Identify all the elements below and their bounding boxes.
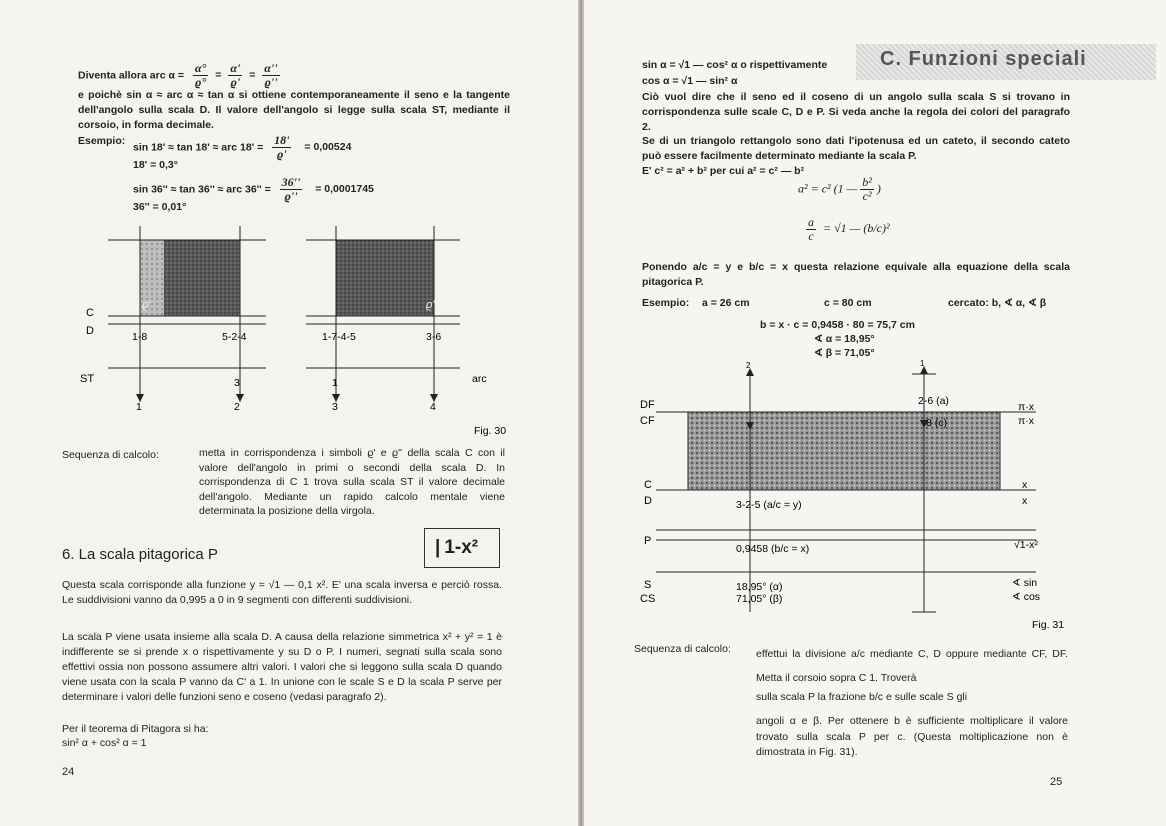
scale-cf: CF: [640, 415, 655, 427]
sequence-text: metta in corrispondenza i simboli ϱ' e ϱ'' della scala C con il valore dell'angolo in primi o secondi della scala D. In corrispondenza di C 1 trova sulla scala ST il valore decimale dell'angolo. Mediante un rapido calcolo mentale viene determinata la posizione della virgola.: [199, 447, 505, 517]
arc-label: arc: [472, 373, 487, 385]
mark-3-left: 3: [234, 377, 240, 389]
figure-30: [70, 222, 510, 438]
mark-3-6: 3-6: [426, 331, 442, 343]
page-number-left: 24: [62, 766, 75, 778]
example1-line: sin 18' ≈ tan 18' ≈ arc 18' = $\frac{18'}{ϱ'}$ = 0,00524: [133, 133, 352, 161]
right-pix-1: π·x: [1018, 401, 1034, 413]
scale-d-label: D: [86, 325, 94, 337]
scale-p: P: [644, 535, 652, 547]
mark-5-2-4: 5-2-4: [222, 331, 247, 343]
formula-text: | 1-x²: [435, 537, 479, 558]
scale-c: C: [644, 479, 652, 491]
scale-c-label: C: [86, 307, 94, 319]
scale-cs: CS: [640, 593, 656, 605]
label-26a: 2-6 (a): [918, 395, 949, 407]
slider-body-right: [336, 240, 434, 316]
sequence-label: Sequenza di calcolo:: [62, 449, 159, 461]
label-7105: 71,05° (β): [736, 593, 783, 605]
example2-line: sin 36'' ≈ tan 36'' ≈ arc 36'' = $\frac{36''}{ϱ''}$ = 0,0001745: [133, 175, 374, 203]
label-1895: 18,95° (α): [736, 581, 783, 593]
scale-d: D: [644, 495, 652, 507]
right-paragraph-1: Ciò vuol dire che il seno ed il coseno di un angolo sulla scala S si trovano in corrispondenza sulle scale C, D e P. Si veda anche la regola dei colori del paragrafo 2.: [642, 91, 1070, 133]
figure-31: [640, 359, 1096, 632]
right-sequence-label: Sequenza di calcolo:: [634, 643, 731, 655]
page-number-right: 25: [1050, 776, 1063, 788]
example-a: a = 26 cm: [702, 297, 750, 309]
header-title: C. Funzioni speciali: [880, 48, 1087, 70]
example2-line2: 36'' = 0,01°: [133, 201, 187, 213]
right-sequence-3: angoli α e β. Per ottenere b è sufficiente moltiplicare il valore trovato sulla scala P per c. (Questa moltiplicazione non è dimostrata in Fig. 31).: [756, 715, 1068, 758]
example-alpha: ∢ α = 18,95°: [814, 333, 875, 345]
paragraph-3: La scala P viene usata insieme alla scala D. A causa della relazione simmetrica x² + y² = 1 è indifferente se si prende x o rispettivamente y su D o P. I numeri, segnati sulla scala sono effettivi ossia non possono assumere altri valori. I valori che si leggono sulla scala D quando viene usata con la scala P vanno da C' a 1. In unione con le scale S e D la scala P serve per determinare i valori delle funzioni seno e coseno (vedasi paragrafo 2).: [62, 631, 502, 703]
paragraph-1: e poichè sin α ≈ arc α ≈ tan α si ottiene contemporaneamente il seno e la tangente dell'angolo sulla scala D. Il valore dell'angolo si legge sulla scala ST, mediante il corsoio, in forma decimale.: [78, 89, 510, 131]
mark-1-left: 1: [136, 401, 142, 413]
mark-1-8: 1-8: [132, 331, 148, 343]
paragraph-4b: sin² α + cos² α = 1: [62, 737, 147, 749]
rho-prime: ϱ': [142, 299, 151, 311]
label-8c: 8 (c): [926, 417, 947, 429]
example-b: b = x · c = 0,9458 · 80 = 75,7 cm: [760, 319, 915, 331]
right-page: [580, 0, 1166, 826]
label-325: 3-2-5 (a/c = y): [736, 499, 802, 511]
frac-a: $\frac{\alpha^\circ}{ϱ^\circ}$: [194, 61, 207, 89]
right-sqrt: √1-x²: [1014, 539, 1038, 551]
frac-c: $\frac{\alpha''}{ϱ''}$: [264, 61, 278, 89]
example-label: Esempio:: [78, 135, 126, 147]
example1-frac: $\frac{18'}{ϱ'}$: [274, 133, 290, 161]
rho-double-prime: ϱ'': [426, 299, 437, 311]
equation-2: $\frac{a}{c}$ = √1 — (b/c)²: [808, 215, 890, 243]
example1-line2: 18' = 0,3°: [133, 159, 178, 171]
frac-b: $\frac{\alpha'}{ϱ'}$: [230, 61, 241, 89]
right-sequence-1: effettui la divisione a/c mediante C, D oppure mediante CF, DF. Metta il corsoio sopra C 1. Troverà: [756, 648, 1068, 684]
cursor-mark-1: 1: [920, 359, 925, 368]
right-cos: ∢ cos: [1012, 591, 1041, 603]
fig31-caption: Fig. 31: [1032, 619, 1065, 631]
mark-1-7-4-5: 1-7-4-5: [322, 331, 356, 343]
right-x-2: x: [1022, 495, 1028, 507]
slider-body: [688, 412, 1000, 490]
right-x-1: x: [1022, 479, 1028, 491]
cursor-mark-2: 2: [746, 361, 751, 370]
scale-df: DF: [640, 399, 655, 411]
right-sequence-2: sulla scala P la frazione b/c e sulle scale S gli: [756, 691, 968, 703]
sin-formula: sin α = √1 — cos² α o rispettivamente: [642, 59, 828, 71]
mark-4-right: 4: [430, 401, 436, 413]
section-title: 6. La scala pitagorica P: [62, 546, 218, 563]
fig30-caption: Fig. 30: [474, 425, 507, 437]
equation-1-frac: $\frac{\text{b²}}{\text{c²}}$: [862, 175, 872, 203]
right-paragraph-3: Ponendo a/c = y e b/c = x questa relazione equivale alla equazione della scala pitagorica P.: [642, 261, 1070, 288]
right-pix-2: π·x: [1018, 415, 1034, 427]
right-sin: ∢ sin: [1012, 577, 1038, 589]
example2-frac: $\frac{36''}{ϱ''}$: [281, 175, 301, 203]
pythagoras-intro: E' c² = a² + b² per cui a² = c² — b²: [642, 165, 805, 177]
label-9458: 0,9458 (b/c = x): [736, 543, 810, 555]
mark-1-right: 1: [332, 377, 338, 389]
mark-2-left: 2: [234, 401, 240, 413]
intro-text: Diventa allora arc α =: [78, 69, 184, 82]
scale-st-label: ST: [80, 373, 95, 385]
equation-2-frac: $\frac{a}{c}$: [808, 215, 814, 243]
paragraph-4a: Per il teorema di Pitagora si ha:: [62, 723, 209, 735]
scale-s: S: [644, 579, 652, 591]
cos-formula: cos α = √1 — sin² α: [642, 75, 738, 87]
example-beta: ∢ β = 71,05°: [814, 347, 875, 359]
example-sought: cercato: b, ∢ α, ∢ β: [948, 297, 1047, 309]
formula-box: [424, 528, 500, 568]
left-page: [0, 0, 580, 826]
equation-1: a² = c² (1 — $\frac{\text{b²}}{\text{c²}}$ ): [798, 175, 881, 203]
book-gutter: [578, 0, 584, 826]
paragraph-2: Questa scala corrisponde alla funzione y = √1 — 0,1 x². E' una scala inversa e perciò rossa. Le suddivisioni vanno da 0,995 a 0 in 9 segmenti con differenti suddivisioni.: [62, 579, 502, 606]
right-example-label: Esempio:: [642, 297, 690, 309]
right-paragraph-2: Se di un triangolo rettangolo sono dati l'ipotenusa ed un cateto, il secondo cateto può essere facilmente determinato mediante la scala P.: [642, 135, 1070, 162]
intro-line: Diventa allora arc α = $\frac{\alpha^\circ}{ϱ^\circ}$ = $\frac{\alpha'}{ϱ'}$ = $\frac{\alpha''}{ϱ''}$: [78, 61, 278, 89]
mark-3-right: 3: [332, 401, 338, 413]
example-c: c = 80 cm: [824, 297, 872, 309]
